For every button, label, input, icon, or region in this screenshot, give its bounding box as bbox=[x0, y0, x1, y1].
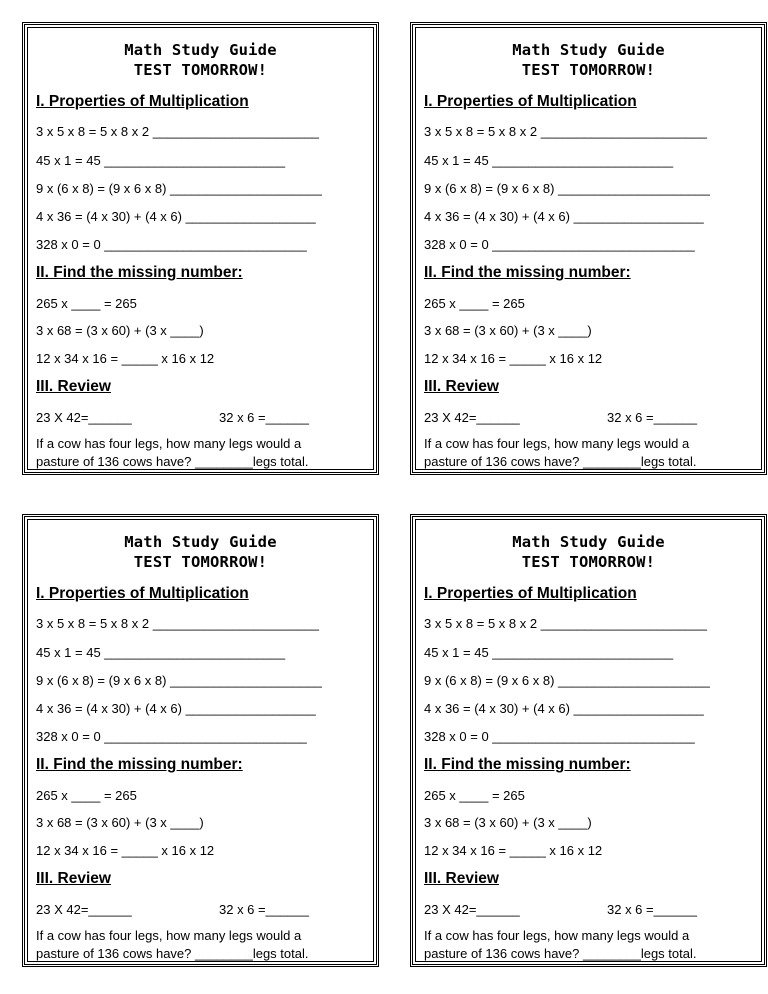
problem-line: 3 x 68 = (3 x 60) + (3 x ____) bbox=[36, 815, 204, 830]
section-heading-properties: I. Properties of Multiplication bbox=[36, 93, 249, 110]
study-guide-card-bottom-left bbox=[22, 514, 379, 967]
problem-line: 45 x 1 = 45 _________________________ bbox=[36, 645, 286, 660]
problem-line: 328 x 0 = 0 ____________________________ bbox=[36, 729, 307, 744]
problem-line: 3 x 5 x 8 = 5 x 8 x 2 _______________________ bbox=[36, 124, 319, 139]
study-guide-card-top-right bbox=[410, 22, 767, 475]
word-problem-line: If a cow has four legs, how many legs would a bbox=[36, 928, 302, 943]
word-problem-line: pasture of 136 cows have? ________legs total. bbox=[424, 454, 697, 469]
review-problem-left: 23 X 42=______ bbox=[36, 410, 132, 425]
section-heading-review: III. Review bbox=[36, 378, 111, 395]
section-heading-review: III. Review bbox=[424, 378, 499, 395]
section-heading-missing-number: II. Find the missing number: bbox=[424, 264, 631, 281]
problem-line: 9 x (6 x 8) = (9 x 6 x 8) _____________________ bbox=[424, 181, 710, 196]
word-problem-line: If a cow has four legs, how many legs would a bbox=[36, 436, 302, 451]
problem-line: 265 x ____ = 265 bbox=[424, 296, 525, 311]
card-title: Math Study Guide TEST TOMORROW! bbox=[512, 533, 665, 571]
word-problem-line: If a cow has four legs, how many legs would a bbox=[424, 436, 690, 451]
study-guide-card-top-left bbox=[22, 22, 379, 475]
section-heading-properties: I. Properties of Multiplication bbox=[36, 585, 249, 602]
problem-line: 3 x 5 x 8 = 5 x 8 x 2 _______________________ bbox=[424, 124, 707, 139]
problem-line: 265 x ____ = 265 bbox=[36, 788, 137, 803]
problem-line: 9 x (6 x 8) = (9 x 6 x 8) _____________________ bbox=[36, 673, 322, 688]
problem-line: 328 x 0 = 0 ____________________________ bbox=[424, 729, 695, 744]
problem-line: 12 x 34 x 16 = _____ x 16 x 12 bbox=[36, 351, 215, 366]
review-problem-left: 23 X 42=______ bbox=[424, 410, 520, 425]
section-heading-review: III. Review bbox=[424, 870, 499, 887]
problem-line: 3 x 68 = (3 x 60) + (3 x ____) bbox=[424, 323, 592, 338]
review-problem-right: 32 x 6 =______ bbox=[607, 902, 697, 917]
problem-line: 4 x 36 = (4 x 30) + (4 x 6) __________________ bbox=[36, 209, 316, 224]
section-heading-missing-number: II. Find the missing number: bbox=[424, 756, 631, 773]
problem-line: 12 x 34 x 16 = _____ x 16 x 12 bbox=[424, 351, 603, 366]
review-problem-left: 23 X 42=______ bbox=[424, 902, 520, 917]
problem-line: 45 x 1 = 45 _________________________ bbox=[424, 153, 674, 168]
review-problem-right: 32 x 6 =______ bbox=[219, 902, 309, 917]
problem-line: 3 x 5 x 8 = 5 x 8 x 2 _______________________ bbox=[36, 616, 319, 631]
card-title: Math Study Guide TEST TOMORROW! bbox=[124, 533, 277, 571]
review-problem-left: 23 X 42=______ bbox=[36, 902, 132, 917]
study-guide-card-bottom-right bbox=[410, 514, 767, 967]
problem-line: 265 x ____ = 265 bbox=[424, 788, 525, 803]
card-title: Math Study Guide TEST TOMORROW! bbox=[512, 41, 665, 79]
problem-line: 45 x 1 = 45 _________________________ bbox=[36, 153, 286, 168]
section-heading-missing-number: II. Find the missing number: bbox=[36, 756, 243, 773]
problem-line: 3 x 68 = (3 x 60) + (3 x ____) bbox=[36, 323, 204, 338]
review-problem-right: 32 x 6 =______ bbox=[607, 410, 697, 425]
problem-line: 9 x (6 x 8) = (9 x 6 x 8) _____________________ bbox=[36, 181, 322, 196]
problem-line: 12 x 34 x 16 = _____ x 16 x 12 bbox=[36, 843, 215, 858]
problem-line: 3 x 68 = (3 x 60) + (3 x ____) bbox=[424, 815, 592, 830]
word-problem-line: If a cow has four legs, how many legs would a bbox=[424, 928, 690, 943]
problem-line: 9 x (6 x 8) = (9 x 6 x 8) _____________________ bbox=[424, 673, 710, 688]
problem-line: 328 x 0 = 0 ____________________________ bbox=[424, 237, 695, 252]
section-heading-missing-number: II. Find the missing number: bbox=[36, 264, 243, 281]
problem-line: 265 x ____ = 265 bbox=[36, 296, 137, 311]
problem-line: 4 x 36 = (4 x 30) + (4 x 6) __________________ bbox=[424, 701, 704, 716]
word-problem-line: pasture of 136 cows have? ________legs total. bbox=[36, 946, 309, 961]
problem-line: 45 x 1 = 45 _________________________ bbox=[424, 645, 674, 660]
section-heading-properties: I. Properties of Multiplication bbox=[424, 585, 637, 602]
problem-line: 328 x 0 = 0 ____________________________ bbox=[36, 237, 307, 252]
problem-line: 12 x 34 x 16 = _____ x 16 x 12 bbox=[424, 843, 603, 858]
review-problem-right: 32 x 6 =______ bbox=[219, 410, 309, 425]
section-heading-properties: I. Properties of Multiplication bbox=[424, 93, 637, 110]
card-title: Math Study Guide TEST TOMORROW! bbox=[124, 41, 277, 79]
word-problem-line: pasture of 136 cows have? ________legs total. bbox=[424, 946, 697, 961]
section-heading-review: III. Review bbox=[36, 870, 111, 887]
problem-line: 4 x 36 = (4 x 30) + (4 x 6) __________________ bbox=[36, 701, 316, 716]
word-problem-line: pasture of 136 cows have? ________legs total. bbox=[36, 454, 309, 469]
problem-line: 4 x 36 = (4 x 30) + (4 x 6) __________________ bbox=[424, 209, 704, 224]
problem-line: 3 x 5 x 8 = 5 x 8 x 2 _______________________ bbox=[424, 616, 707, 631]
